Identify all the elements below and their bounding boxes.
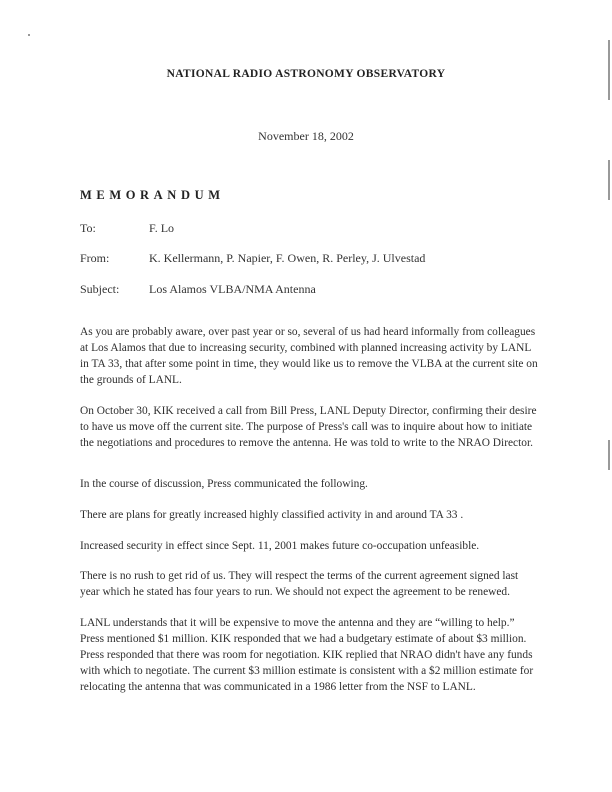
body-paragraph-2: On October 30, KIK received a call from Bill Press, LANL Deputy Director, confirming their desire to have us move off the current site. The purpose of Press's call was to inquire about how to initiate the negotiations and procedures to remove the antenna. He was told to write to the NRAO Director. bbox=[80, 405, 537, 449]
to-label: To: bbox=[80, 221, 96, 235]
from-label: From: bbox=[80, 251, 110, 265]
scan-edge-mark bbox=[608, 440, 610, 470]
organization-title: NATIONAL RADIO ASTRONOMY OBSERVATORY bbox=[166, 68, 446, 80]
subject-field bbox=[80, 282, 316, 297]
scan-edge-mark bbox=[608, 160, 610, 200]
body-paragraph-5: Increased security in effect since Sept. 11, 2001 makes future co-occupation unfeasible. bbox=[80, 540, 480, 552]
body-paragraph-6: There is no rush to get rid of us. They will respect the terms of the current agreement signed last year which he stated has four years to run. We should not expect the agreement to be renewed. bbox=[80, 570, 519, 598]
subject-value: Los Alamos VLBA/NMA Antenna bbox=[149, 282, 316, 296]
memo-heading: MEMORANDUM bbox=[80, 188, 225, 202]
from-field bbox=[80, 251, 425, 266]
from-value: K. Kellermann, P. Napier, F. Owen, R. Perley, J. Ulvestad bbox=[149, 251, 426, 265]
body-paragraph-7: LANL understands that it will be expensive to move the antenna and they are “willing to help.” Press mentioned $1 million. KIK responded that we had a budgetary estimate of about $3 million. Press responded that there was room for negotiation. KIK replied that NRAO didn't have any funds with which to negotiate. The current $3 million estimate is consistent with a $2 million estimate for relocating the antenna that was communicated in a 1986 letter from the NSF to LANL. bbox=[80, 617, 534, 693]
body-paragraph-3: In the course of discussion, Press communicated the following. bbox=[80, 478, 368, 490]
memo-date: November 18, 2002 bbox=[258, 129, 354, 143]
to-value: F. Lo bbox=[149, 221, 175, 235]
scan-speck bbox=[28, 34, 30, 36]
subject-label: Subject: bbox=[80, 282, 120, 296]
body-paragraph-1: As you are probably aware, over past year or so, several of us had heard informally from colleagues at Los Alamos that due to increasing security, combined with planned increasing activity by LANL in TA 33, that after some point in time, they would like us to remove the VLBA at the current site on the grounds of LANL. bbox=[80, 326, 538, 386]
body-paragraph-4: There are plans for greatly increased highly classified activity in and around TA 33 . bbox=[80, 509, 464, 521]
to-field bbox=[80, 221, 174, 236]
